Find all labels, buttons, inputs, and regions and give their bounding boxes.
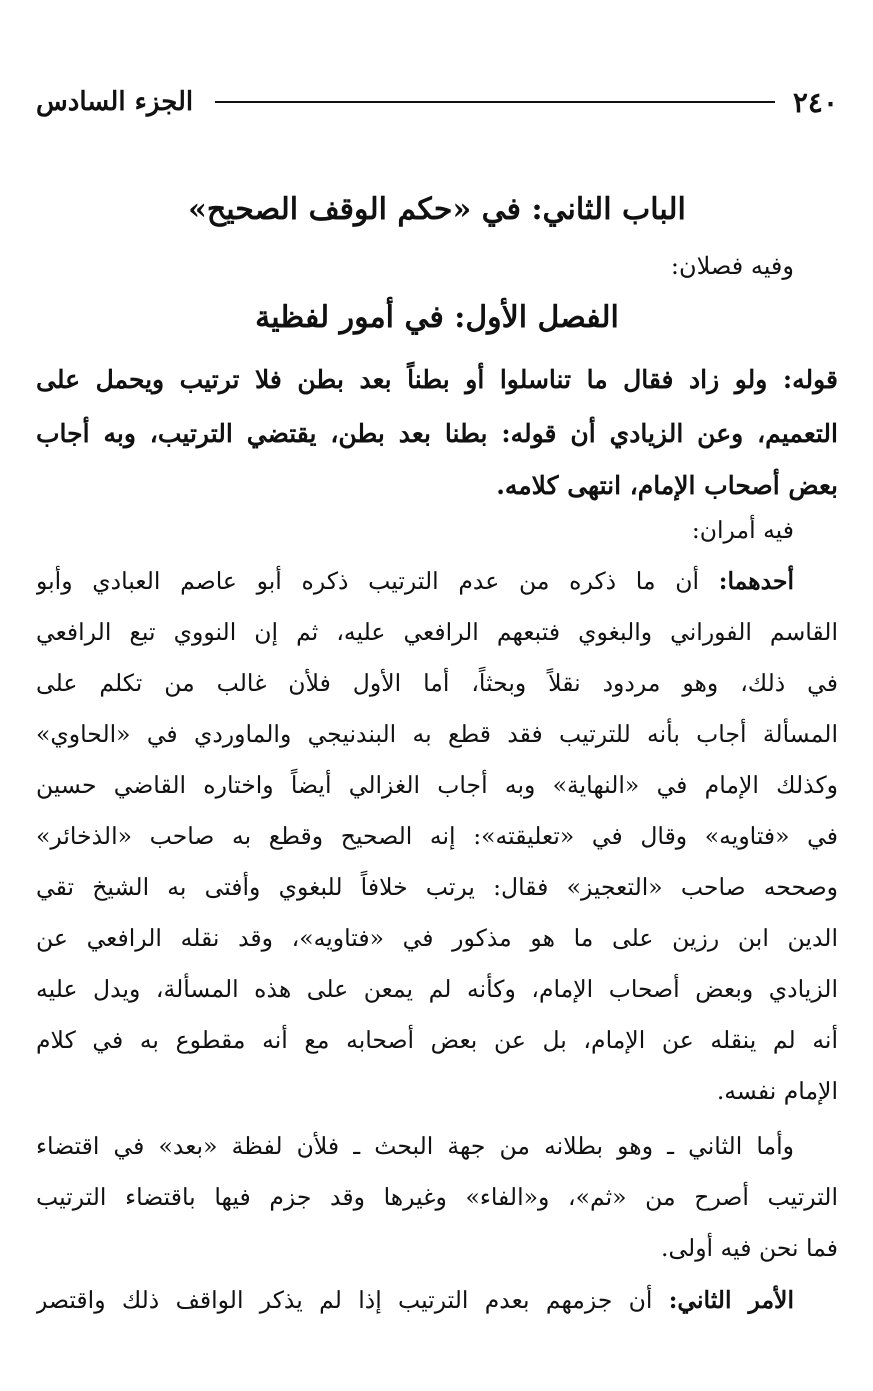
- quote-line: بعض أصحاب الإمام، انتهى كلامه.: [496, 471, 838, 500]
- body-line: وكذلك الإمام في «النهاية» وبه أجاب الغزالي أيضاً واختاره القاضي حسين: [36, 771, 838, 799]
- second-matter-text: أن جزمهم بعدم الترتيب إذا لم يذكر الواقف ذلك واقتصر: [36, 1286, 669, 1314]
- body-line: القاسم الفوراني والبغوي فتبعهم الرافعي عليه، ثم إن النووي تبع الرافعي: [36, 618, 838, 646]
- intro-line: وفيه فصلان:: [670, 252, 794, 280]
- page-number: ٢٤٠: [792, 85, 838, 119]
- running-title: الجزء السادس: [36, 87, 194, 117]
- body-line: وأما الثاني ـ وهو بطلانه من جهة البحث ـ فلأن لفظة «بعد» في اقتضاء: [36, 1132, 794, 1160]
- body-line: الترتيب أصرح من «ثم»، و«الفاء» وغيرها وقد جزم فيها باقتضاء الترتيب: [36, 1183, 838, 1211]
- section-title: الفصل الأول: في أمور لفظية: [255, 300, 619, 335]
- second-matter-lead: الأمر الثاني:: [668, 1286, 794, 1314]
- quote-line: قوله: ولو زاد فقال ما تناسلوا أو بطناً بعد بطن فلا ترتيب ويحمل على: [36, 365, 838, 394]
- body-line: في «فتاويه» وقال في «تعليقته»: إنه الصحيح وقطع به صاحب «الذخائر»: [36, 822, 838, 850]
- body-line: الإمام نفسه.: [716, 1077, 838, 1105]
- body-line: وصححه صاحب «التعجيز» فقال: يرتب خلافاً للبغوي وأفتى به الشيخ تقي: [36, 873, 838, 901]
- second-matter-first-line: [36, 1276, 838, 1324]
- body-line: فما نحن فيه أولى.: [660, 1234, 838, 1262]
- chapter-title: الباب الثاني: في «حكم الوقف الصحيح»: [188, 192, 686, 227]
- quote-line: التعميم، وعن الزيادي أن قوله: بطنا بعد بطن، يقتضي الترتيب، وبه أجاب: [36, 419, 838, 448]
- body-line: الزيادي وبعض أصحاب الإمام، وكأنه لم يمعن على هذه المسألة، ويدل عليه: [36, 975, 838, 1003]
- body-line: أنه لم ينقله عن الإمام، بل عن بعض أصحابه مع أنه مقطوع به في كلام: [36, 1026, 838, 1054]
- running-head: [36, 82, 838, 122]
- first-matter-first-line: [36, 557, 838, 605]
- body-line: الدين ابن رزين على ما هو مذكور في «فتاويه»، وقد نقله الرافعي عن: [36, 924, 838, 952]
- body-line: المسألة أجاب بأنه للترتيب فقد قطع به البندنيجي والماوردي في «الحاوي»: [36, 720, 838, 748]
- header-rule: [215, 101, 775, 103]
- first-matter-lead: أحدهما:: [718, 567, 794, 595]
- book-page: [36, 0, 838, 1391]
- matters-intro: فيه أمران:: [691, 516, 794, 544]
- first-matter-text: أن ما ذكره من عدم الترتيب ذكره أبو عاصم العبادي وأبو: [36, 567, 719, 595]
- body-line: في ذلك، وهو مردود نقلاً وبحثاً، أما الأول فلأن غالب من تكلم على: [36, 669, 838, 697]
